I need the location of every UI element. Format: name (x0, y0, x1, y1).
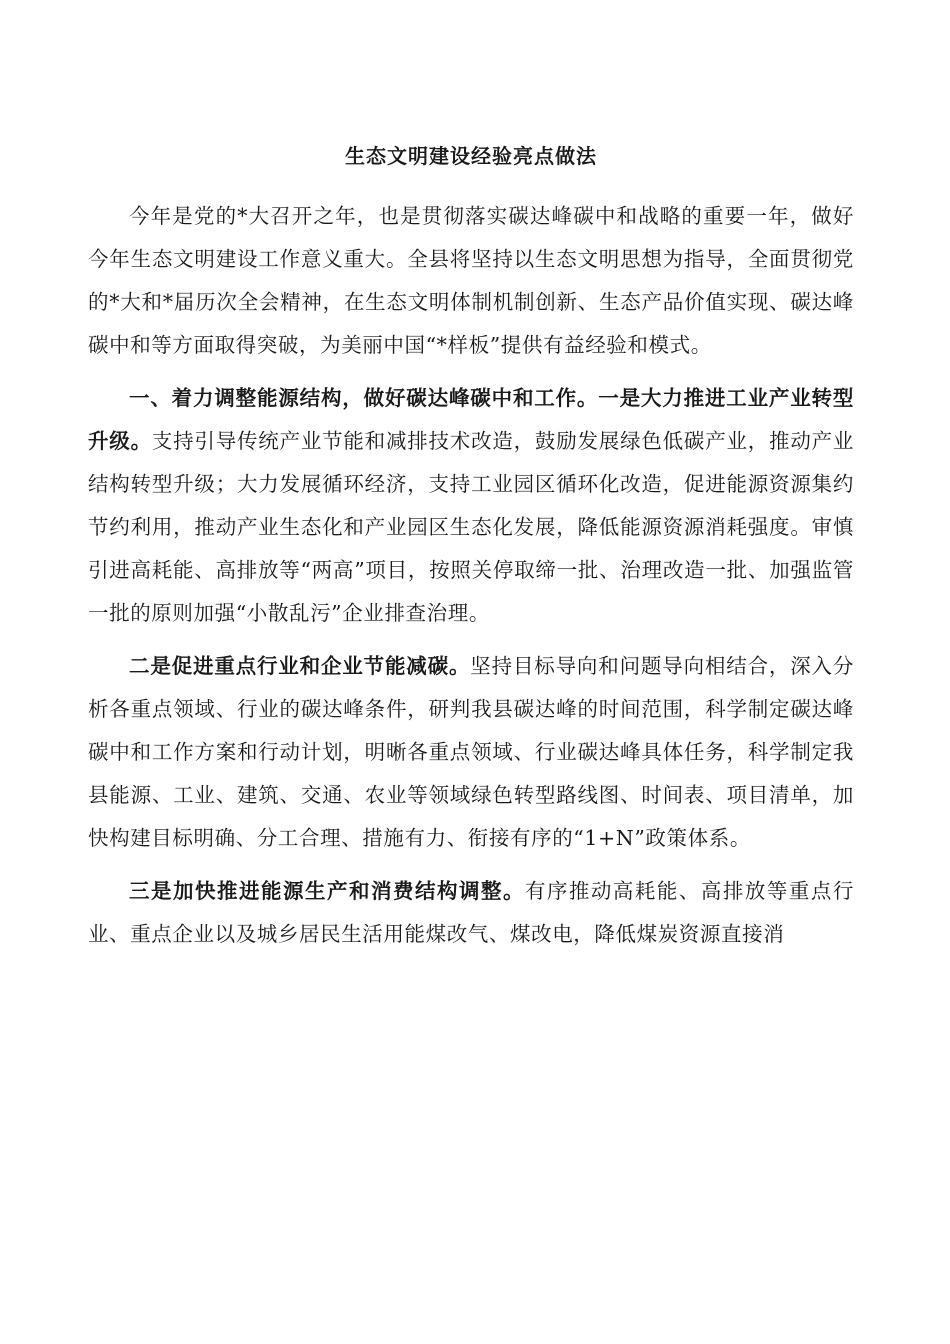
section-paragraph-1 (88, 377, 854, 635)
section-paragraph-2 (88, 645, 854, 860)
intro-paragraph: 今年是党的*大召开之年，也是贯彻落实碳达峰碳中和战略的重要一年，做好今年生态文明建设工作意义重大。全县将坚持以生态文明思想为指导，全面贯彻党的*大和*届历次全会精神，在生态文明体制机制创新、生态产品价值实现、碳达峰碳中和等方面取得突破，为美丽中国“*样板”提供有益经验和模式。 (88, 204, 854, 357)
section-body-1: 支持引导传统产业节能和减排技术改造，鼓励发展绿色低碳产业，推动产业结构转型升级；大力发展循环经济，支持工业园区循环化改造，促进能源资源集约节约利用，推动产业生态化和产业园区生态化发展，降低能源资源消耗强度。审慎引进高耗能、高排放等“两高”项目，按照关停取缔一批、治理改造一批、加强监管一批的原则加强“小散乱污”企业排查治理。 (88, 429, 854, 625)
section-lead-3: 三是加快推进能源生产和消费结构调整。 (129, 879, 525, 903)
document-title: 生态文明建设经验亮点做法 (345, 144, 597, 168)
section-lead-1: 一、着力调整能源结构，做好碳达峰碳中和工作。一是大力推进工业产业转型升级。 (88, 386, 854, 453)
section-paragraph-3 (88, 870, 854, 956)
document-page (88, 140, 854, 966)
section-body-3: 有序推动高耗能、高排放等重点行业、重点企业以及城乡居民生活用能煤改气、煤改电，降低煤炭资源直接消 (88, 879, 854, 946)
section-body-2: 坚持目标导向和问题导向相结合，深入分析各重点领域、行业的碳达峰条件，研判我县碳达峰的时间范围，科学制定碳达峰碳中和工作方案和行动计划，明晰各重点领域、行业碳达峰具体任务，科学制定我县能源、工业、建筑、交通、农业等领域绿色转型路线图、时间表、项目清单，加快构建目标明确、分工合理、措施有力、衔接有序的“1+N”政策体系。 (88, 654, 854, 850)
section-lead-2: 二是促进重点行业和企业节能减碳。 (129, 654, 471, 678)
